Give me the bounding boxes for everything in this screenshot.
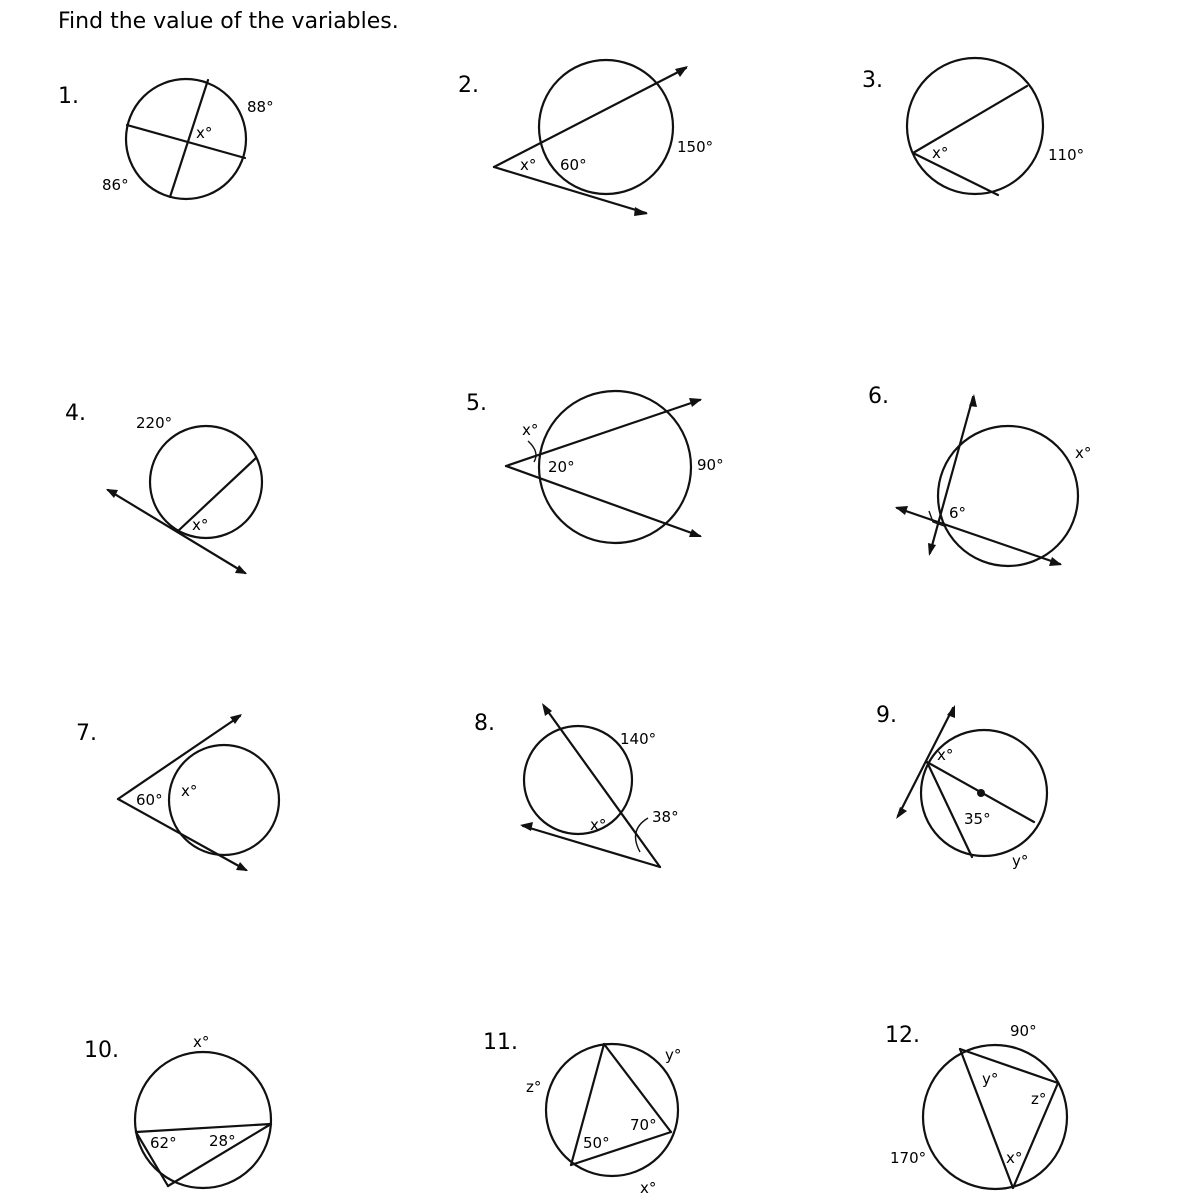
angle-label: x° bbox=[522, 421, 539, 439]
arrowhead bbox=[634, 207, 648, 216]
problem-number: 12. bbox=[885, 1023, 920, 1048]
arc-label: x° bbox=[1075, 444, 1092, 462]
tangent bbox=[108, 490, 245, 573]
angle-label: x° bbox=[932, 144, 949, 162]
angle-label: 20° bbox=[548, 458, 575, 476]
problem-3 bbox=[862, 58, 1084, 195]
problem-number: 7. bbox=[76, 721, 97, 746]
arc-label: 140° bbox=[620, 730, 657, 748]
problem-number: 8. bbox=[474, 711, 495, 736]
circle bbox=[524, 726, 632, 834]
arc-label: 150° bbox=[677, 138, 714, 156]
arrowhead bbox=[106, 489, 118, 498]
arrowhead bbox=[895, 506, 908, 515]
chord bbox=[136, 1124, 271, 1132]
problem-9 bbox=[876, 703, 1047, 870]
arc-label: 60° bbox=[560, 156, 587, 174]
angle-label: 38° bbox=[652, 808, 679, 826]
problem-1 bbox=[58, 79, 274, 199]
secant bbox=[506, 466, 700, 536]
problem-number: 3. bbox=[862, 68, 883, 93]
secant bbox=[494, 68, 686, 167]
chord-line bbox=[930, 397, 973, 553]
arrowhead bbox=[928, 543, 936, 556]
angle-label: x° bbox=[196, 124, 213, 142]
problem-7 bbox=[76, 714, 279, 871]
arc-label: x° bbox=[193, 1033, 210, 1051]
problem-number: 9. bbox=[876, 703, 897, 728]
arrowhead bbox=[689, 398, 702, 407]
arc-label: x° bbox=[640, 1179, 657, 1197]
circle bbox=[907, 58, 1043, 194]
problem-number: 11. bbox=[483, 1030, 518, 1055]
arc-label: 88° bbox=[247, 98, 274, 116]
angle-label: x° bbox=[192, 516, 209, 534]
arrowhead bbox=[236, 862, 248, 871]
problem-11 bbox=[483, 1030, 681, 1197]
problem-10 bbox=[84, 1033, 271, 1188]
arrowhead bbox=[1049, 557, 1062, 566]
tangent bbox=[118, 799, 246, 870]
circle bbox=[169, 745, 279, 855]
circle bbox=[135, 1052, 271, 1188]
circle bbox=[546, 1044, 678, 1176]
angle-label: x° bbox=[1006, 1149, 1023, 1167]
arc-label: 86° bbox=[102, 176, 129, 194]
problem-number: 4. bbox=[65, 401, 86, 426]
angle-label: z° bbox=[1031, 1090, 1047, 1108]
arc-label: y° bbox=[1012, 852, 1029, 870]
arrowhead bbox=[520, 822, 533, 831]
chord bbox=[127, 125, 245, 158]
chord bbox=[913, 86, 1027, 153]
arrowhead bbox=[235, 565, 247, 574]
secant bbox=[897, 508, 1060, 564]
arc-label: z° bbox=[526, 1078, 542, 1096]
problem-8 bbox=[474, 703, 679, 867]
problem-number: 5. bbox=[466, 391, 487, 416]
problem-4 bbox=[65, 401, 262, 574]
angle-label: 70° bbox=[630, 1116, 657, 1134]
arc-label: 170° bbox=[890, 1149, 927, 1167]
angle-label: 35° bbox=[964, 810, 991, 828]
arrowhead bbox=[896, 807, 907, 819]
chord bbox=[960, 1049, 1058, 1083]
arrowhead bbox=[689, 529, 702, 537]
arc-label: x° bbox=[590, 816, 607, 834]
worksheet-title: Find the value of the variables. bbox=[58, 9, 399, 34]
arc-label: 220° bbox=[136, 414, 173, 432]
arc-label: x° bbox=[937, 746, 954, 764]
problem-6 bbox=[868, 384, 1091, 566]
arc-label: 6° bbox=[949, 504, 967, 522]
problem-2 bbox=[458, 60, 713, 216]
angle-label: 50° bbox=[583, 1134, 610, 1152]
circle bbox=[126, 79, 246, 199]
center-point bbox=[977, 789, 985, 797]
angle-label: 28° bbox=[209, 1132, 236, 1150]
circle bbox=[923, 1045, 1067, 1189]
arc-label: 90° bbox=[1010, 1022, 1037, 1040]
problem-number: 2. bbox=[458, 73, 479, 98]
problem-number: 6. bbox=[868, 384, 889, 409]
problem-12 bbox=[885, 1022, 1067, 1189]
angle-label: y° bbox=[982, 1070, 999, 1088]
arc-label: 90° bbox=[697, 456, 724, 474]
arrowhead bbox=[675, 66, 688, 77]
angle-label: 60° bbox=[136, 791, 163, 809]
problem-number: 10. bbox=[84, 1038, 119, 1063]
arc-label: x° bbox=[181, 782, 198, 800]
arc-label: 110° bbox=[1048, 146, 1085, 164]
angle-label: 62° bbox=[150, 1134, 177, 1152]
tangent bbox=[118, 716, 240, 799]
angle-label: x° bbox=[520, 156, 537, 174]
chord bbox=[178, 458, 256, 531]
arc-label: y° bbox=[665, 1046, 682, 1064]
problem-number: 1. bbox=[58, 84, 79, 109]
problem-5 bbox=[466, 391, 724, 543]
